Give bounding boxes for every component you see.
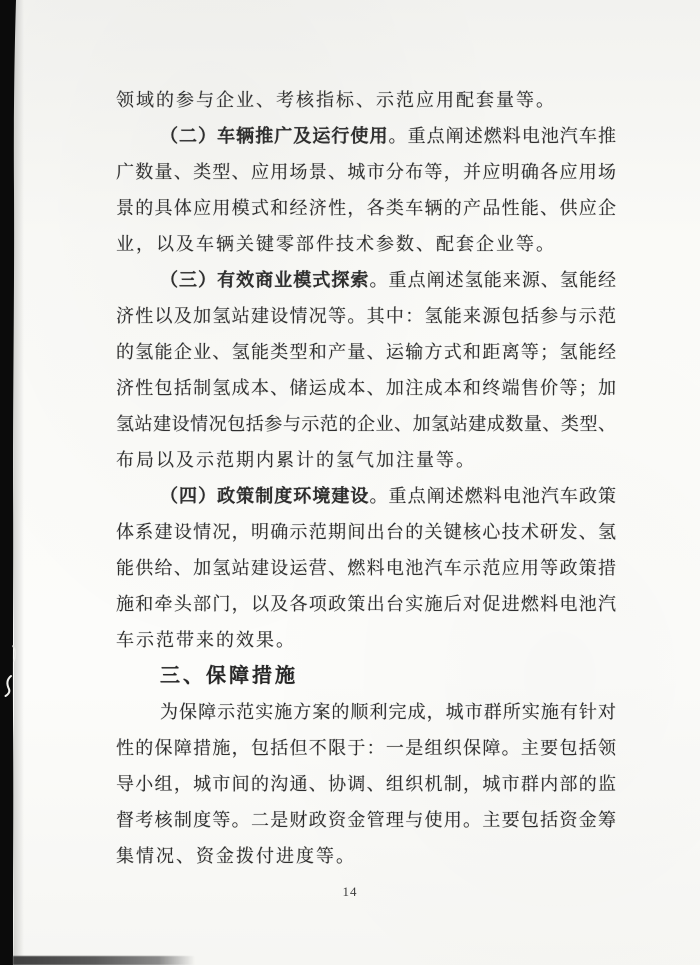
page-number: 14 [342,884,358,899]
text-line: 为保障示范实施方案的顺利完成，城市群所实施有针对 [160,702,616,722]
section-heading: 三、保障措施 [160,665,298,687]
text-line: 的氢能企业、氢能类型和产量、运输方式和距离等；氢能经 [116,342,616,362]
text-line: 督考核制度等。二是财政资金管理与使用。主要包括资金筹 [116,810,616,830]
text-block [116,82,616,874]
bold-run: （三）有效商业模式探索 [160,270,370,290]
text-line: （二）车辆推广及运行使用。重点阐述燃料电池汽车推 [160,126,617,146]
text-line: 领域的参与企业、考核指标、示范应用配套量等。 [116,90,556,110]
bold-run: （二）车辆推广及运行使用 [160,126,389,146]
text-line: 氢站建设情况包括参与示范的企业、加氢站建成数量、类型、 [116,414,616,434]
text-line: 广数量、类型、应用场景、城市分布等，并应明确各应用场 [116,162,616,182]
text-line: 济性以及加氢站建设情况等。其中：氢能来源包括参与示范 [116,306,616,326]
text-line: 济性包括制氢成本、储运成本、加注成本和终端售价等；加 [116,378,616,398]
text-line: （四）政策制度环境建设。重点阐述燃料电池汽车政策 [160,486,617,506]
text-line: 车示范带来的效果。 [116,630,296,650]
text-line: 业，以及车辆关键零部件技术参数、配套企业等。 [116,234,556,254]
text-line: 集情况、资金拨付进度等。 [116,846,356,866]
text-line: 体系建设情况，明确示范期间出台的关键核心技术研发、氢 [116,522,616,542]
text-line: 景的具体应用模式和经济性，各类车辆的产品性能、供应企 [116,198,616,218]
text-line: 能供给、加氢站建设运营、燃料电池汽车示范应用等政策措 [116,558,616,578]
text-line: 布局以及示范期内累计的氢气加注量等。 [116,450,476,470]
text-line: 导小组，城市间的沟通、协调、组织机制，城市群内部的监 [116,774,616,794]
text-line: 性的保障措施，包括但不限于：一是组织保障。主要包括领 [116,738,616,758]
bottom-edge-scan-artifact [13,956,195,965]
bold-run: （四）政策制度环境建设 [160,486,370,506]
text-line: （三）有效商业模式探索。重点阐述氢能来源、氢能经 [160,270,617,290]
left-edge-shadow [14,0,24,965]
text-line: 施和牵头部门，以及各项政策出台实施后对促进燃料电池汽 [116,594,616,614]
